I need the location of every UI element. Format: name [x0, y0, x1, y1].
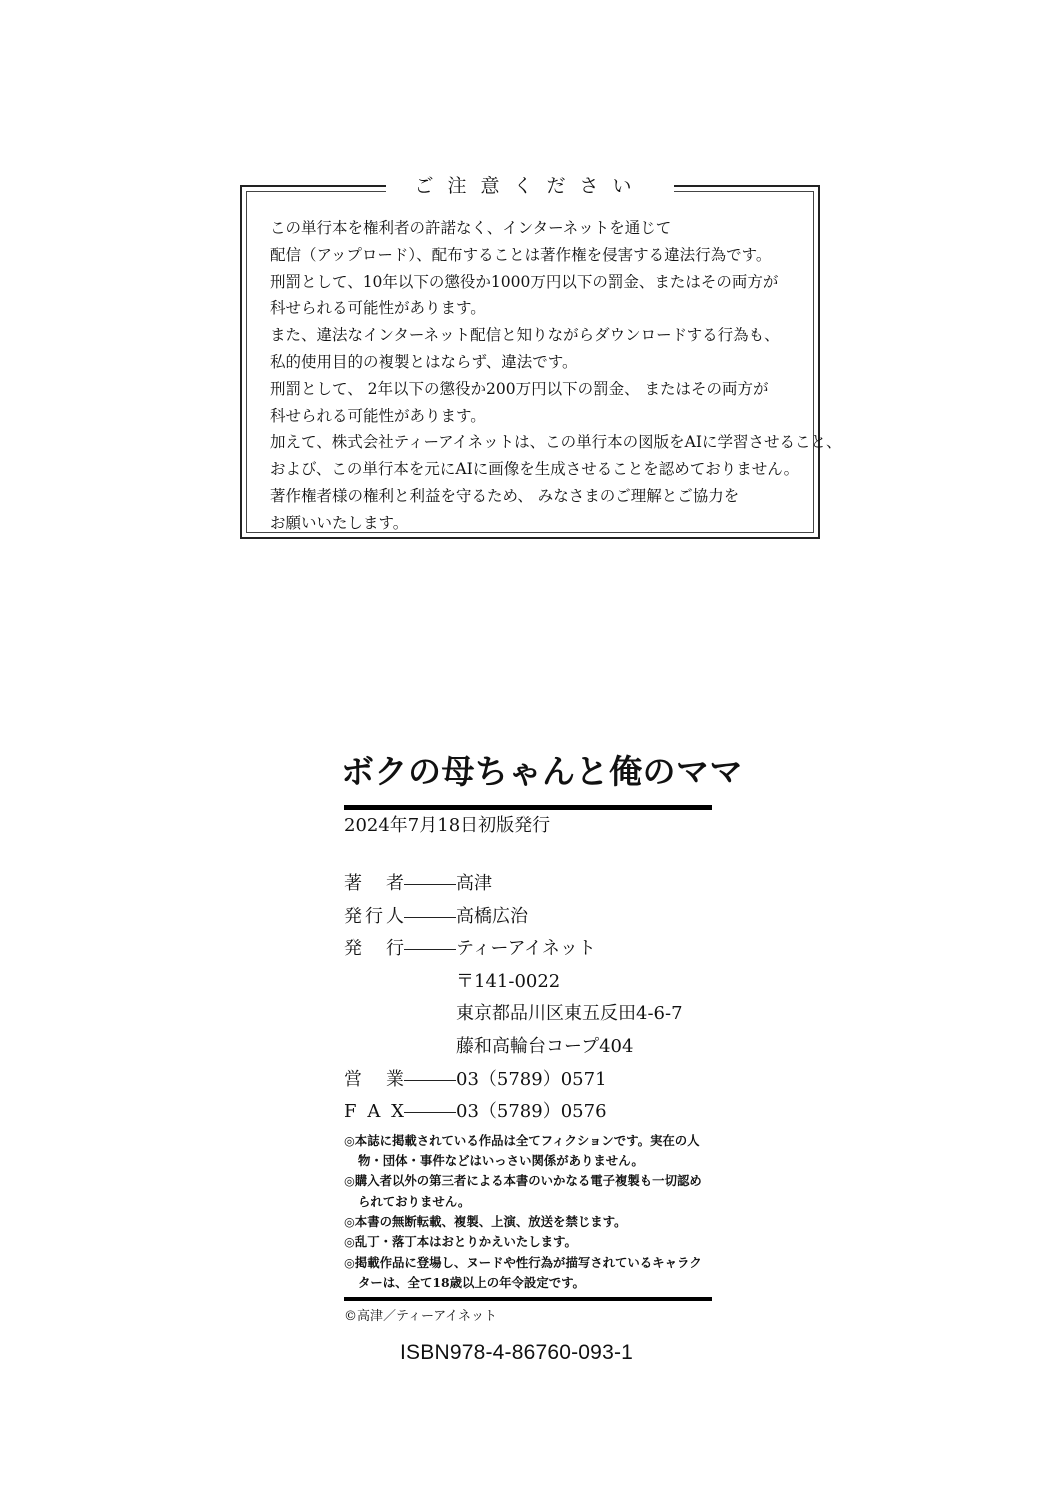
contact-value: 03（5789）0576 — [456, 1101, 607, 1123]
notice-line: 配信（アップロード）、配布することは著作権を侵害する違法行為です。 — [270, 245, 772, 264]
note-item: ◎乱丁・落丁本はおとりかえいたします。 — [344, 1234, 577, 1250]
notice-line: および、この単行本を元にAIに画像を生成させることを認めておりません。 — [270, 460, 800, 479]
notice-line: 科せられる可能性があります。 — [270, 299, 486, 318]
contact-label: F A X — [344, 1101, 404, 1123]
notice-line: 私的使用目的の複製とはならず、違法です。 — [270, 352, 578, 371]
note-item: ◎購入者以外の第三者による本書のいかなる電子複製も一切認められておりません。 — [344, 1173, 702, 1209]
contact-value: 03（5789）0571 — [456, 1068, 607, 1090]
isbn: ISBN978-4-86760-093-1 — [400, 1341, 634, 1365]
publication-date: 2024年7月18日初版発行 — [344, 815, 551, 836]
dash-divider — [404, 1112, 456, 1113]
copyright-line: ©高津／ティーアイネット — [344, 1309, 498, 1325]
notice-title: ご注意ください — [386, 173, 673, 199]
dash-divider — [404, 884, 456, 885]
credit-label: 発行人 — [344, 905, 404, 927]
note-item: ◎掲載作品に登場し、ヌードや性行為が描写されているキャラクターは、全て18歳以上の年令設定です。 — [344, 1254, 702, 1290]
dash-divider — [404, 1080, 456, 1081]
contact-sales — [344, 1064, 712, 1097]
notice-line: 刑罰として、 2年以下の懲役か200万円以下の罰金、 またはその両方が — [270, 379, 769, 398]
credit-author — [344, 868, 712, 901]
notice-line: この単行本を権利者の許諾なく、インターネットを通じて — [270, 219, 672, 237]
notice-line: お願いいたします。 — [270, 513, 409, 532]
note-item: ◎本書の無断転載、複製、上演、放送を禁じます。 — [344, 1213, 627, 1229]
credit-publisher-person — [344, 901, 712, 934]
copyright-notice-box — [240, 175, 842, 539]
book-title: ボクの母ちゃんと俺のママ — [341, 752, 743, 791]
contact-fax — [344, 1096, 712, 1129]
credit-label: 著 者 — [344, 873, 404, 894]
address-line: 東京都品川区東五反田4-6-7 — [456, 1003, 683, 1025]
credit-value: ティーアイネット — [456, 938, 596, 960]
credit-label: 発 行 — [344, 938, 404, 960]
notice-line: 科せられる可能性があります。 — [270, 406, 486, 425]
notice-line: 刑罰として、10年以下の懲役か1000万円以下の罰金、またはその両方が — [270, 272, 779, 291]
legal-notes — [344, 1131, 712, 1293]
credits — [344, 868, 712, 1129]
credit-value: 高津 — [456, 873, 492, 894]
colophon — [341, 750, 743, 1367]
note-item: ◎本誌に掲載されている作品は全てフィクションです。実在の人物・団体・事件などはいっさい関係がありません。 — [344, 1132, 700, 1169]
notice-line: また、違法なインターネット配信と知りながらダウンロードする行為も、 — [270, 326, 780, 345]
credit-publisher — [344, 933, 712, 966]
contact-label: 営 業 — [344, 1068, 404, 1090]
notice-body — [270, 215, 842, 537]
notice-line: 加えて、株式会社ティーアイネットは、この単行本の図版をAIに学習させること、 — [270, 433, 842, 452]
bottom-rule — [344, 1297, 712, 1301]
dash-divider — [404, 949, 456, 950]
address-building: 藤和高輪台コープ404 — [456, 1035, 634, 1057]
credit-value: 高橋広治 — [456, 905, 528, 927]
postal-code: 〒141-0022 — [456, 970, 561, 992]
title-rule — [344, 805, 712, 810]
notice-line: 著作権者様の権利と利益を守るため、 みなさまのご理解とご協力を — [270, 486, 740, 505]
dash-divider — [404, 917, 456, 918]
